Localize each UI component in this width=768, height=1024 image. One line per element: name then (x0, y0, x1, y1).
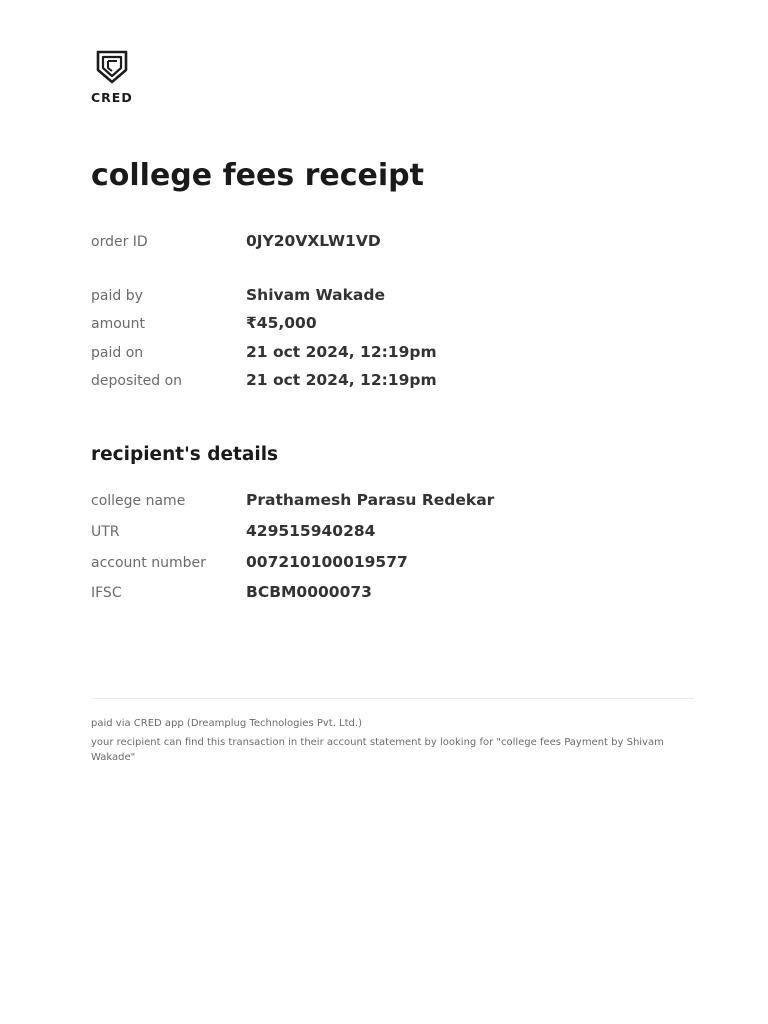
footer-statement-note: your recipient can find this transaction in their account statement by looking for "college fees Payment by Shivam Wakade" (91, 737, 664, 763)
ifsc-row (91, 583, 694, 605)
cred-shield-icon (91, 50, 133, 84)
order-id-value: 0JY20VXLW1VD (246, 232, 381, 250)
brand-name: CRED (91, 90, 133, 105)
account-number-row (91, 553, 694, 575)
deposited-on-row (91, 371, 694, 393)
utr-value: 429515940284 (246, 522, 376, 540)
amount-value: ₹45,000 (246, 314, 317, 332)
paid-by-value: Shivam Wakade (246, 286, 386, 304)
amount-row (91, 314, 694, 336)
order-id-row (91, 232, 694, 254)
deposited-on-value: 21 oct 2024, 12:19pm (246, 371, 437, 389)
ifsc-value: BCBM0000073 (246, 583, 372, 601)
footer-paid-via: paid via CRED app (Dreamplug Technologies Pvt. Ltd.) (91, 718, 362, 729)
account-number-label: account number (91, 555, 206, 571)
utr-row (91, 522, 694, 544)
college-name-value: Prathamesh Parasu Redekar (246, 491, 495, 509)
paid-on-row (91, 343, 694, 365)
paid-by-row (91, 286, 694, 308)
ifsc-label: IFSC (91, 585, 122, 601)
paid-on-value: 21 oct 2024, 12:19pm (246, 343, 437, 361)
order-id-label: order ID (91, 234, 148, 250)
paid-by-label: paid by (91, 288, 143, 304)
page-title: college fees receipt (91, 158, 424, 193)
receipt-page (91, 0, 694, 1024)
college-name-label: college name (91, 493, 186, 509)
footer-divider (91, 698, 694, 699)
cred-logo (91, 50, 133, 106)
utr-label: UTR (91, 524, 120, 540)
amount-label: amount (91, 316, 146, 332)
college-name-row (91, 491, 694, 513)
deposited-on-label: deposited on (91, 373, 183, 389)
recipient-details-heading: recipient's details (91, 444, 279, 465)
paid-on-label: paid on (91, 345, 144, 361)
account-number-value: 007210100019577 (246, 553, 408, 571)
